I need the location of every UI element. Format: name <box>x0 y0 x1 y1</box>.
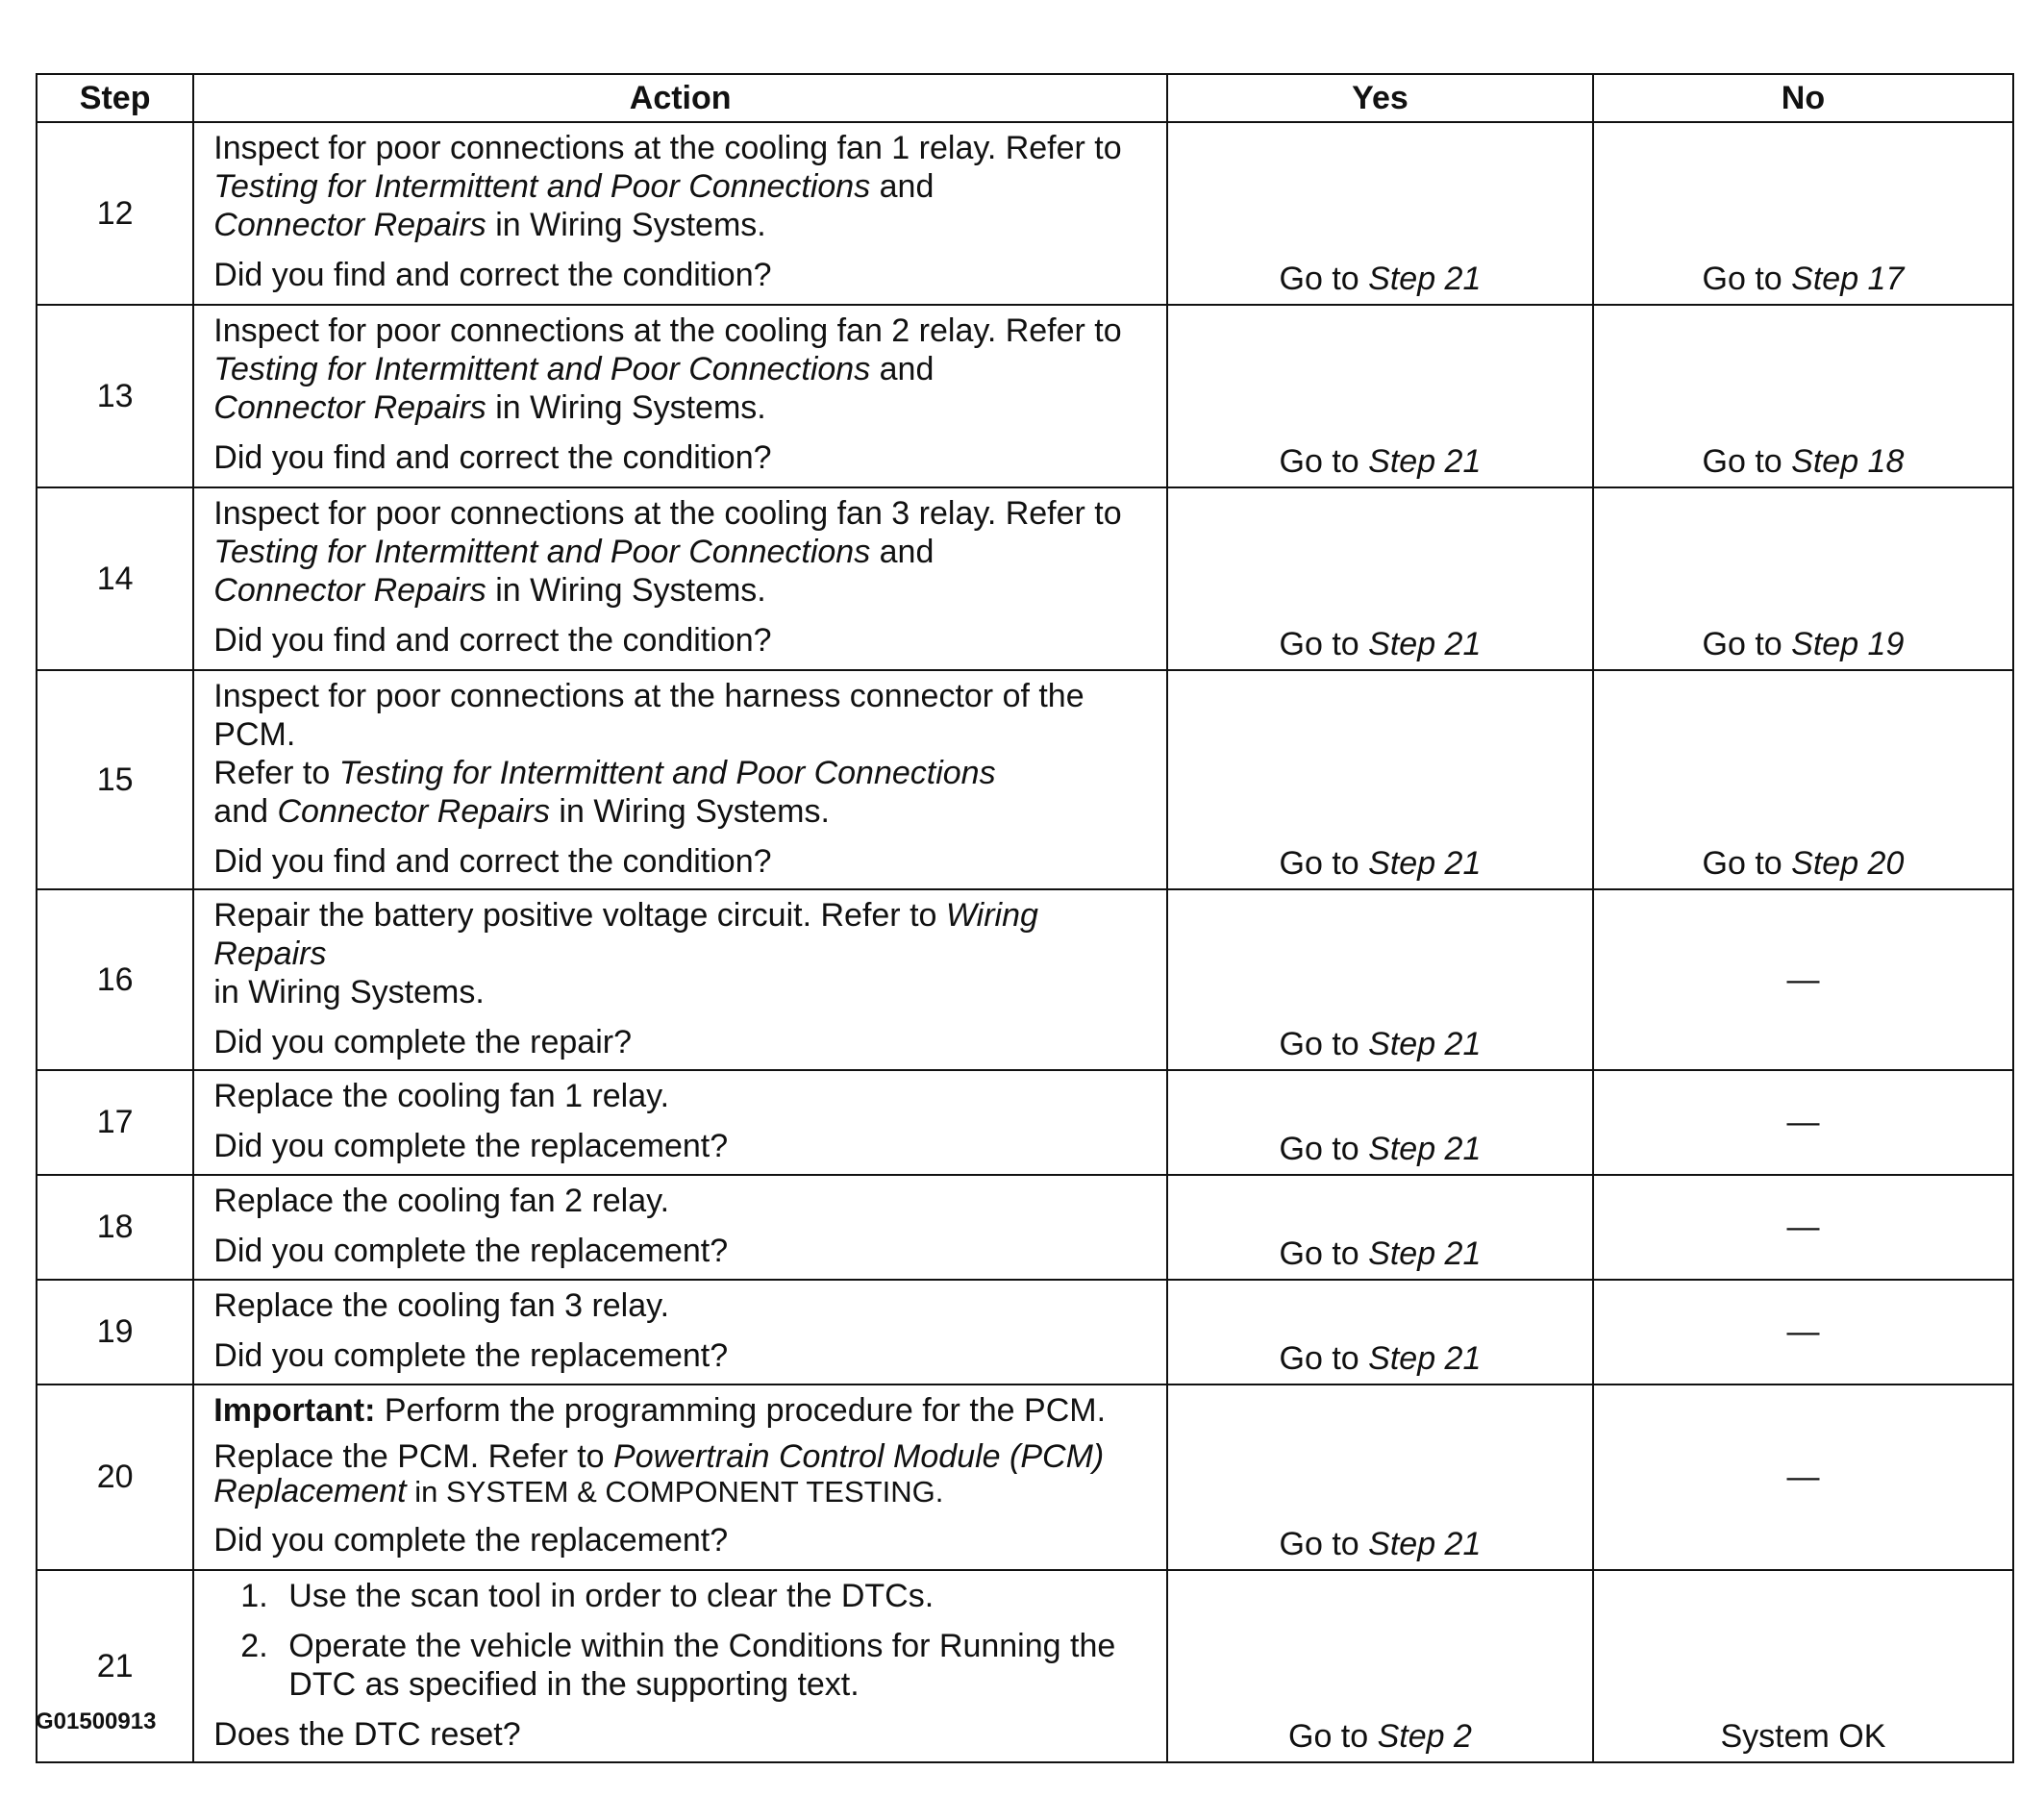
table-row <box>37 1384 2013 1570</box>
step-number: 19 <box>37 1280 193 1384</box>
yes-cell: Go to Step 21 <box>1167 1070 1593 1175</box>
action-cell <box>193 1570 1167 1762</box>
reference-title: Testing for Intermittent and Poor Connections <box>213 168 871 205</box>
action-text: Inspect for poor connections at the cooling fan 3 relay. Refer to <box>213 495 1122 532</box>
step-reference: Step 19 <box>1791 626 1905 662</box>
header-row <box>37 74 2013 122</box>
action-text: Connector Repairs in Wiring Systems. <box>213 207 766 243</box>
reference-title: Connector Repairs <box>277 793 550 830</box>
action-text: Testing for Intermittent and Poor Connections and <box>213 168 935 205</box>
step-reference: Step 21 <box>1368 626 1482 662</box>
step-number: 20 <box>37 1384 193 1570</box>
step-reference: Step 21 <box>1368 1235 1482 1272</box>
step-reference: Step 21 <box>1368 261 1482 297</box>
step-number: 17 <box>37 1070 193 1175</box>
no-cell: System OK <box>1593 1570 2013 1762</box>
step-number: 18 <box>37 1175 193 1280</box>
step-number: 21 <box>37 1570 193 1762</box>
action-text: Replacement in SYSTEM & COMPONENT TESTING. <box>213 1473 944 1509</box>
action-text: Connector Repairs in Wiring Systems. <box>213 572 766 609</box>
action-text: Inspect for poor connections at the cooling fan 2 relay. Refer to <box>213 312 1122 349</box>
table-row <box>37 305 2013 487</box>
table-row <box>37 889 2013 1070</box>
reference-title: Powertrain Control Module (PCM) <box>613 1438 1105 1475</box>
action-text: Inspect for poor connections at the cooling fan 1 relay. Refer to <box>213 130 1122 166</box>
list-item: 2. Operate the vehicle within the Conditions for Running the DTC as specified in the supporting text. <box>240 1628 1116 1703</box>
action-text: Repair the battery positive voltage circuit. Refer to Wiring Repairs <box>213 897 1038 972</box>
action-question: Did you complete the replacement? <box>213 1128 729 1164</box>
header-yes: Yes <box>1167 74 1593 122</box>
no-cell: Go to Step 17 <box>1593 122 2013 305</box>
action-question: Did you find and correct the condition? <box>213 257 772 293</box>
step-reference: Step 21 <box>1368 1026 1482 1062</box>
action-text: Replace the cooling fan 1 relay. <box>213 1078 670 1114</box>
action-text: Inspect for poor connections at the harness connector of the PCM. <box>213 678 1084 753</box>
important-label: Important: <box>213 1392 376 1429</box>
action-text: Connector Repairs in Wiring Systems. <box>213 389 766 426</box>
action-text: Testing for Intermittent and Poor Connections and <box>213 534 935 570</box>
yes-cell: Go to Step 21 <box>1167 122 1593 305</box>
reference-title: Connector Repairs <box>213 207 486 243</box>
step-reference: Step 21 <box>1368 1340 1482 1377</box>
yes-cell: Go to Step 21 <box>1167 1175 1593 1280</box>
step-reference: Step 21 <box>1368 1526 1482 1562</box>
action-cell <box>193 1280 1167 1384</box>
important-note: Important: Perform the programming procedure for the PCM. <box>213 1392 1107 1429</box>
step-reference: Step 20 <box>1791 845 1905 882</box>
step-reference: Step 21 <box>1368 1131 1482 1167</box>
table-row <box>37 1175 2013 1280</box>
table-row <box>37 487 2013 670</box>
table-row <box>37 670 2013 889</box>
action-cell <box>193 487 1167 670</box>
action-question: Did you find and correct the condition? <box>213 439 772 476</box>
step-reference: Step 21 <box>1368 443 1482 480</box>
action-question: Did you complete the replacement? <box>213 1522 729 1559</box>
no-cell: — <box>1593 889 2013 1070</box>
action-question: Did you complete the replacement? <box>213 1337 729 1374</box>
action-text: Replace the PCM. Refer to Powertrain Control Module (PCM) <box>213 1438 1105 1475</box>
step-number: 13 <box>37 305 193 487</box>
header-no: No <box>1593 74 2013 122</box>
no-cell: Go to Step 19 <box>1593 487 2013 670</box>
table-row <box>37 122 2013 305</box>
step-number: 15 <box>37 670 193 889</box>
yes-cell: Go to Step 2 <box>1167 1570 1593 1762</box>
step-reference: Step 18 <box>1791 443 1905 480</box>
action-cell <box>193 1384 1167 1570</box>
action-text: and Connector Repairs in Wiring Systems. <box>213 793 830 830</box>
reference-title: Testing for Intermittent and Poor Connections <box>338 755 996 791</box>
action-cell <box>193 889 1167 1070</box>
header-action: Action <box>193 74 1167 122</box>
no-cell: — <box>1593 1175 2013 1280</box>
table-row <box>37 1280 2013 1384</box>
yes-cell: Go to Step 21 <box>1167 1384 1593 1570</box>
step-reference: Step 2 <box>1377 1718 1472 1755</box>
action-cell <box>193 1070 1167 1175</box>
reference-title: Testing for Intermittent and Poor Connections <box>213 534 871 570</box>
reference-title: Testing for Intermittent and Poor Connections <box>213 351 871 387</box>
reference-title: Connector Repairs <box>213 389 486 426</box>
table-row <box>37 1070 2013 1175</box>
diagnostic-table <box>36 73 2014 1763</box>
action-cell <box>193 122 1167 305</box>
yes-cell: Go to Step 21 <box>1167 305 1593 487</box>
action-question: Did you find and correct the condition? <box>213 622 772 659</box>
action-question: Does the DTC reset? <box>213 1716 521 1753</box>
action-text: in Wiring Systems. <box>213 974 485 1010</box>
yes-cell: Go to Step 21 <box>1167 1280 1593 1384</box>
table-row <box>37 1570 2013 1762</box>
yes-cell: Go to Step 21 <box>1167 670 1593 889</box>
figure-id: G01500913 <box>36 1709 157 1734</box>
action-question: Did you complete the replacement? <box>213 1233 729 1269</box>
action-text: Replace the cooling fan 2 relay. <box>213 1183 670 1219</box>
step-number: 12 <box>37 122 193 305</box>
reference-title: Connector Repairs <box>213 572 486 609</box>
action-question: Did you find and correct the condition? <box>213 843 772 880</box>
action-cell <box>193 670 1167 889</box>
yes-cell: Go to Step 21 <box>1167 487 1593 670</box>
action-text: Testing for Intermittent and Poor Connections and <box>213 351 935 387</box>
no-cell: — <box>1593 1384 2013 1570</box>
list-item: 1. Use the scan tool in order to clear the DTCs. <box>240 1578 935 1614</box>
action-text: Replace the cooling fan 3 relay. <box>213 1287 670 1324</box>
action-cell <box>193 305 1167 487</box>
action-cell <box>193 1175 1167 1280</box>
action-text: Refer to Testing for Intermittent and Poor Connections <box>213 755 996 791</box>
no-cell: Go to Step 20 <box>1593 670 2013 889</box>
step-reference: Step 21 <box>1368 845 1482 882</box>
reference-title: Replacement <box>213 1473 407 1509</box>
no-cell: — <box>1593 1070 2013 1175</box>
header-step: Step <box>37 74 193 122</box>
step-number: 14 <box>37 487 193 670</box>
reference-title: Wiring Repairs <box>213 897 1038 972</box>
no-cell: — <box>1593 1280 2013 1384</box>
yes-cell: Go to Step 21 <box>1167 889 1593 1070</box>
no-cell: Go to Step 18 <box>1593 305 2013 487</box>
step-reference: Step 17 <box>1791 261 1905 297</box>
step-number: 16 <box>37 889 193 1070</box>
action-question: Did you complete the repair? <box>213 1024 632 1060</box>
